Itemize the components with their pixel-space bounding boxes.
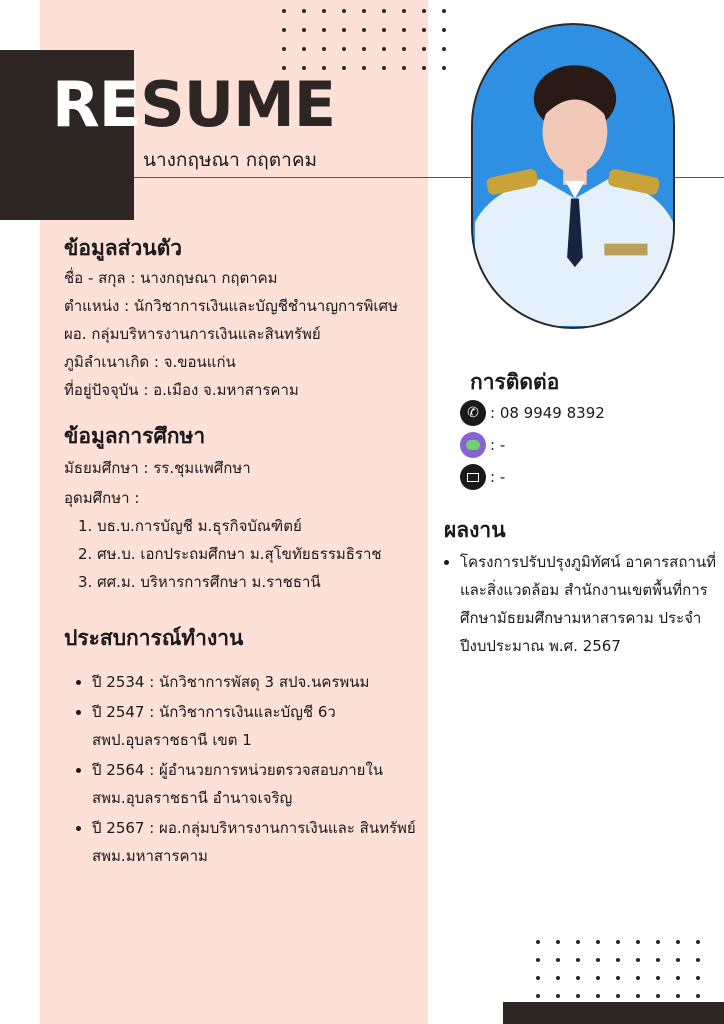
contact-line: : - xyxy=(490,436,506,454)
education-degree: 3. ศศ.ม. บริหารการศึกษา ม.ราชธานี xyxy=(78,573,321,591)
full-name: นางกฤษณา กฤตาคม xyxy=(143,149,318,171)
resume-title xyxy=(52,68,336,141)
contact-email: : - xyxy=(490,468,506,486)
experience-heading: ประสบการณ์ทำงาน xyxy=(64,626,244,650)
resume-title-part1: RE xyxy=(52,68,141,141)
personal-info-heading: ข้อมูลส่วนตัว xyxy=(64,236,183,260)
works-item: • โครงการปรับปรุงภูมิทัศน์ อาคารสถานที่และสิ่งแวดล้อม สำนักงานเขตพื้นที่การศึกษามัธยมศึกษามหาสารคาม ประจำปีงบประมาณ พ.ศ. 2567 xyxy=(460,548,722,660)
contact-heading: การติดต่อ xyxy=(470,370,560,394)
resume-title-part2: SUME xyxy=(140,68,336,141)
education-secondary: มัธยมศึกษา : รร.ชุมแพศึกษา xyxy=(64,459,251,477)
education-degree: 1. บธ.บ.การบัญชี ม.ธุรกิจบัณฑิตย์ xyxy=(78,517,302,535)
experience-list xyxy=(70,668,442,872)
contact-phone-row xyxy=(460,400,605,426)
experience-item: • ปี 2534 : นักวิชาการพัสดุ 3 สปจ.นครพนม xyxy=(92,668,442,696)
contact-phone[interactable]: : 08 9949 8392 xyxy=(490,404,605,422)
dot-pattern-top xyxy=(282,9,446,70)
education-degree: 2. ศษ.บ. เอกประถมศึกษา ม.สุโขทัยธรรมธิราช xyxy=(78,545,382,563)
works-heading: ผลงาน xyxy=(444,518,506,542)
bottom-accent-bar xyxy=(503,1002,724,1024)
experience-item: • ปี 2547 : นักวิชาการเงินและบัญชี 6ว สพป.อุบลราชธานี เขต 1 xyxy=(92,698,442,754)
education-higher-label: อุดมศึกษา : xyxy=(64,489,140,507)
experience-item: • ปี 2567 : ผอ.กลุ่มบริหารงานการเงินและ สินทรัพย์ สพม.มหาสารคาม xyxy=(92,814,442,870)
line-app-icon xyxy=(460,432,486,458)
dot-pattern-bottom xyxy=(536,940,700,998)
mail-icon xyxy=(460,464,486,490)
contact-line-row xyxy=(460,432,505,458)
personal-position-line: ตำแหน่ง : นักวิชาการเงินและบัญชีชำนาญการพิเศษ xyxy=(64,297,398,315)
experience-item: • ปี 2564 : ผู้อำนวยการหน่วยตรวจสอบภายใน สพม.อุบลราชธานี อำนาจเจริญ xyxy=(92,756,442,812)
personal-division-line: ผอ. กลุ่มบริหารงานการเงินและสินทรัพย์ xyxy=(64,325,321,343)
personal-name-line: ชื่อ - สกุล : นางกฤษณา กฤตาคม xyxy=(64,269,278,287)
personal-birthplace-line: ภูมิลำเนาเกิด : จ.ขอนแก่น xyxy=(64,353,236,371)
phone-icon: ✆ xyxy=(460,400,486,426)
education-heading: ข้อมูลการศึกษา xyxy=(64,424,206,448)
contact-email-row xyxy=(460,464,505,490)
profile-photo xyxy=(471,23,675,329)
works-list xyxy=(438,548,722,662)
personal-address-line: ที่อยู่ปัจจุบัน : อ.เมือง จ.มหาสารคาม xyxy=(64,381,299,399)
